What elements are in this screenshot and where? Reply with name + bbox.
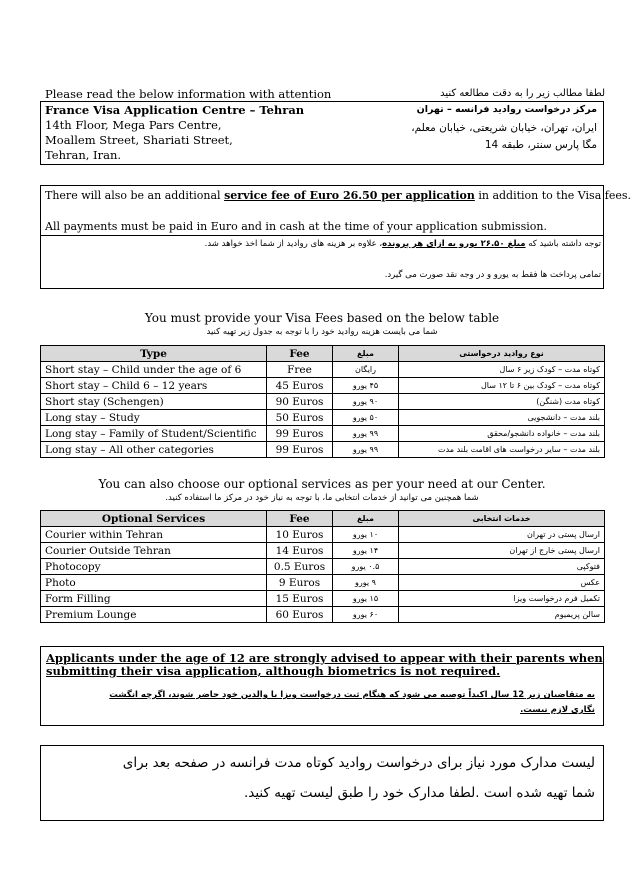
cell-fee: 9 Euros	[267, 575, 333, 591]
under12-en-line-1: Applicants under the age of 12 are strongly advised to appear with their parents when	[46, 651, 603, 665]
cell-type: Long stay – Family of Student/Scientific	[41, 426, 267, 442]
service-fee-fa-line-1: توجه داشته باشید که مبلغ ۲۶.۵۰ یورو به ازای هر پرونده، علاوه بر هزینه های روادید از شما اخذ خواهد شد.	[204, 239, 601, 249]
cell-fee-fa: ۱۵ یورو	[333, 591, 399, 607]
column-header-fee: Fee	[267, 511, 333, 527]
table-row	[41, 575, 605, 591]
cell-type: Long stay – Study	[41, 410, 267, 426]
cell-fee: 45 Euros	[267, 378, 333, 394]
cell-fee: 60 Euros	[267, 607, 333, 623]
visa-fees-heading-en: You must provide your Visa Fees based on the below table	[144, 311, 500, 325]
cell-service-fa: ارسال پستی در تهران	[399, 527, 605, 543]
cell-fee-fa: ۹۰ یورو	[333, 394, 399, 410]
cell-service: Courier within Tehran	[41, 527, 267, 543]
address-line-3: Tehran, Iran.	[45, 148, 122, 162]
table-row	[41, 527, 605, 543]
cell-service-fa: تکمیل فرم درخواست ویزا	[399, 591, 605, 607]
cell-fee-fa: ۵۰ یورو	[333, 410, 399, 426]
cell-fee: 0.5 Euros	[267, 559, 333, 575]
service-fee-fa-line-2: تمامی پرداخت ها فقط به یورو و در وجه نقد صورت می گیرد.	[384, 270, 601, 280]
documents-fa-line-2: شما تهیه شده است .لطفا مدارک خود را طبق لیست تهیه کنید.	[243, 785, 595, 801]
cell-type-fa: کوتاه مدت (شنگن)	[399, 394, 605, 410]
cell-type-fa: کوتاه مدت – کودک زیر ۶ سال	[399, 362, 605, 378]
cell-service-fa: ارسال پستی خارج از تهران	[399, 543, 605, 559]
cell-fee-fa: ۰.۵ یورو	[333, 559, 399, 575]
table-row	[41, 394, 605, 410]
visa-fees-table	[40, 345, 605, 458]
cell-fee-fa: ۹۹ یورو	[333, 442, 399, 458]
column-header-type-fa: نوع روادید درخواستی	[399, 346, 605, 362]
cell-service: Courier Outside Tehran	[41, 543, 267, 559]
cell-service-fa: عکس	[399, 575, 605, 591]
table-row	[41, 378, 605, 394]
table-row	[41, 591, 605, 607]
cell-service-fa: فتوکپی	[399, 559, 605, 575]
cell-fee: 50 Euros	[267, 410, 333, 426]
cell-service: Premium Lounge	[41, 607, 267, 623]
cell-fee-fa: ۶۰ یورو	[333, 607, 399, 623]
cell-fee: Free	[267, 362, 333, 378]
cell-fee: 99 Euros	[267, 442, 333, 458]
cell-fee-fa: ۱۰ یورو	[333, 527, 399, 543]
instruction-fa: لطفا مطالب زیر را به دقت مطالعه کنید	[440, 88, 605, 99]
service-fee-divider	[40, 235, 604, 236]
table-header-row	[41, 346, 605, 362]
cell-service: Form Filling	[41, 591, 267, 607]
cell-type: Short stay (Schengen)	[41, 394, 267, 410]
address-title-fa: مرکز درخواست روادید فرانسه – تهران	[416, 104, 597, 115]
column-header-service: Optional Services	[41, 511, 267, 527]
table-row	[41, 543, 605, 559]
address-line-1: 14th Floor, Mega Pars Centre,	[45, 118, 222, 132]
address-fa-line-1: ایران، تهران، خیابان شریعتی، خیابان معلم،	[411, 122, 597, 134]
instruction-en: Please read the below information with attention	[45, 87, 332, 101]
cell-fee: 90 Euros	[267, 394, 333, 410]
table-row	[41, 362, 605, 378]
table-row	[41, 426, 605, 442]
cell-fee: 14 Euros	[267, 543, 333, 559]
column-header-fee-fa: مبلغ	[333, 511, 399, 527]
column-header-service-fa: خدمات انتخابی	[399, 511, 605, 527]
service-fee-line-1: There will also be an additional service fee of Euro 26.50 per application in addition to the Visa fees.	[45, 189, 631, 202]
table-row	[41, 442, 605, 458]
cell-type: Short stay – Child under the age of 6	[41, 362, 267, 378]
cell-type: Short stay – Child 6 – 12 years	[41, 378, 267, 394]
documents-fa-line-1: لیست مدارک مورد نیاز برای درخواست روادید کوتاه مدت فرانسه در صفحه بعد برای	[122, 755, 595, 771]
cell-fee-fa: ۱۴ یورو	[333, 543, 399, 559]
service-fee-line-2: All payments must be paid in Euro and in cash at the time of your application submission.	[45, 220, 547, 233]
visa-fees-heading-fa: شما می بایست هزینه روادید خود را با توجه به جدول زیر تهیه کنید	[206, 327, 438, 337]
cell-type: Long stay – All other categories	[41, 442, 267, 458]
column-header-fee-fa: مبلغ	[333, 346, 399, 362]
column-header-fee: Fee	[267, 346, 333, 362]
cell-type-fa: کوتاه مدت – کودک بین ۶ تا ۱۲ سال	[399, 378, 605, 394]
cell-service: Photo	[41, 575, 267, 591]
cell-type-fa: بلند مدت – سایر درخواست های اقامت بلند مدت	[399, 442, 605, 458]
cell-fee-fa: ۹۹ یورو	[333, 426, 399, 442]
under12-fa-line-2: نگاری لازم نیست.	[520, 705, 595, 715]
under12-fa-line-1: به متقاضیان زیر 12 سال اکیداً توصیه می شود که هنگام ثبت درخواست ویزا با والدین خود حاضر شوند، اگرچه انگشت	[109, 690, 595, 700]
cell-fee-fa: ۹ یورو	[333, 575, 399, 591]
table-row	[41, 410, 605, 426]
optional-heading-en: You can also choose our optional services as per your need at our Center.	[98, 477, 546, 491]
address-fa-line-2: مگا پارس سنتر، طبقه 14	[484, 139, 597, 151]
address-line-2: Moallem Street, Shariati Street,	[45, 133, 233, 147]
cell-service: Photocopy	[41, 559, 267, 575]
table-row	[41, 607, 605, 623]
optional-heading-fa: شما همچنین می توانید از خدمات انتخابی ما، با توجه به نیاز خود در مرکز ما استفاده کنید.	[165, 493, 479, 503]
under12-en-line-2: submitting their visa application, although biometrics is not required.	[46, 664, 501, 678]
cell-service-fa: سالن پریمیوم	[399, 607, 605, 623]
cell-fee-fa: ۴۵ یورو	[333, 378, 399, 394]
optional-services-table	[40, 510, 605, 623]
cell-type-fa: بلند مدت – دانشجویی	[399, 410, 605, 426]
cell-fee-fa: رایگان	[333, 362, 399, 378]
cell-type-fa: بلند مدت – خانواده دانشجو/محقق	[399, 426, 605, 442]
cell-fee: 10 Euros	[267, 527, 333, 543]
table-row	[41, 559, 605, 575]
column-header-type: Type	[41, 346, 267, 362]
table-header-row	[41, 511, 605, 527]
address-title-en: France Visa Application Centre – Tehran	[45, 103, 305, 117]
cell-fee: 15 Euros	[267, 591, 333, 607]
cell-fee: 99 Euros	[267, 426, 333, 442]
